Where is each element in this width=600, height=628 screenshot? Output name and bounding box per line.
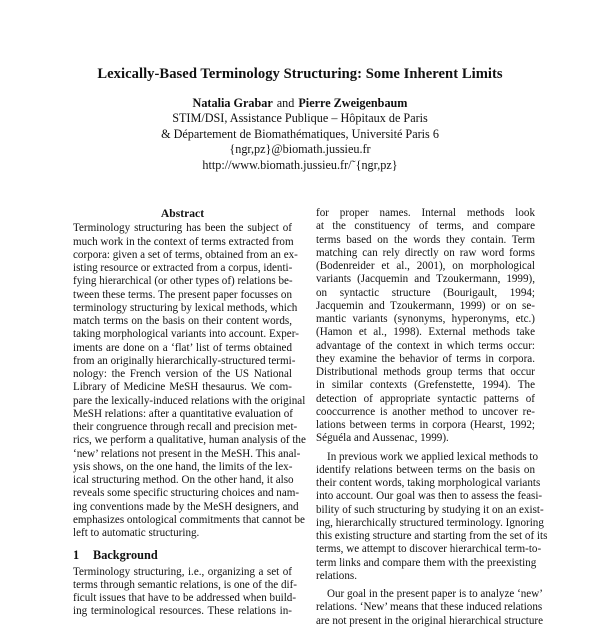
text-line: they examine the behavior of terms in corpora. <box>316 352 535 365</box>
affiliation-2: & Département de Biomathématiques, Université Paris 6 <box>161 126 439 141</box>
text-line: Séguéla and Aussenac, 1999). <box>316 432 449 445</box>
text-line: Our goal in the present paper is to analyze ‘new’ <box>327 588 543 600</box>
right-paragraph-1 <box>316 207 535 446</box>
text-line: mantic variants (synonyms, hyperonyms, etc.) <box>316 313 535 325</box>
text-line: for proper names. Internal methods look <box>316 207 535 219</box>
affiliation-1: STIM/DSI, Assistance Publique – Hôpitaux de Paris <box>172 111 428 126</box>
right-column <box>316 207 548 628</box>
paper-title: Lexically-Based Terminology Structuring: Some Inherent Limits <box>97 66 503 82</box>
author-1: Natalia Grabar <box>192 96 273 110</box>
text-line: at the constituency of terms, and compare <box>316 220 535 233</box>
text-line: emphasizes ontological commitments that cannot be <box>73 513 305 526</box>
text-line: terms, we attempt to discover hierarchical term-to- <box>316 543 542 556</box>
text-line: Library of Medicine MeSH thesaurus. We com- <box>73 381 292 394</box>
text-line: iments are done on a ‘flat’ list of terms obtained <box>73 341 292 354</box>
text-line: (Bodenreider et al., 2001), on morphological <box>316 260 535 272</box>
author-url: http://www.biomath.jussieu.fr/˜{ngr,pz} <box>202 157 398 172</box>
text-line: Jacquemin and Tzoukermann, 1999) or on se- <box>316 299 535 312</box>
text-line: (Hamon et al., 1998). External methods take <box>316 326 535 339</box>
text-line: on syntactic structure (Bourigault, 1994; <box>316 286 535 299</box>
author-block <box>0 96 600 173</box>
text-line: advantage of the context in which terms occur: <box>316 339 535 352</box>
text-line: ing conventions made by the MeSH designers, and <box>73 500 299 513</box>
section-title: Background <box>93 548 158 563</box>
text-line: tween these terms. The present paper focusses on <box>73 288 292 301</box>
text-line: term links and compare them with the preexisting <box>316 556 537 569</box>
text-line: terminology structuring by lexical methods, which <box>73 301 298 314</box>
author-2: Pierre Zweigenbaum <box>298 96 408 110</box>
text-line: in similar contexts (Grefenstette, 1994). The <box>316 379 535 392</box>
text-line: relations. <box>316 569 357 582</box>
text-line: much work in the context of terms extracted from <box>73 235 294 248</box>
text-line: bility of such structuring by studying it on an exist- <box>316 503 544 516</box>
text-line: their content words, taking morphological variants <box>316 477 541 489</box>
text-line: ical structuring method. On the other hand, it also <box>73 474 294 486</box>
text-line: Terminology structuring has been the subject of <box>73 222 292 235</box>
text-line: corpora: given a set of terms, obtained from an ex- <box>73 248 298 261</box>
text-line: this existing structure and starting from the set of its <box>316 530 548 542</box>
text-line: are not present in the original hierarchical structure <box>316 614 544 627</box>
text-line: their congruence through recall and precision met- <box>73 421 298 433</box>
text-line: ysis shows, on the one hand, the limits of the lex- <box>73 460 293 473</box>
section-heading-background <box>73 549 292 562</box>
text-line: from an originally hierarchically-structured termi- <box>73 354 296 367</box>
text-line: into account. Our goal was then to assess the feasi- <box>316 490 543 503</box>
right-paragraph-3 <box>316 588 544 628</box>
text-line: reveals some specific structuring choices and nam- <box>73 487 300 500</box>
text-line: identify relations between terms on the basis on <box>316 463 535 476</box>
text-line: ing, hierarchically structured terminology. Ignoring <box>316 516 544 529</box>
text-line: taking morphological variants into account. Exper- <box>73 328 299 341</box>
text-line: variants (Jacquemin and Tzoukermann, 1999), <box>316 273 535 286</box>
text-line: nology: the French version of the US National <box>73 368 292 380</box>
abstract-body <box>73 222 306 540</box>
text-line: terms through semantic relations, is one of the dif- <box>73 578 297 591</box>
text-line: left to automatic structuring. <box>73 527 200 539</box>
text-line: MeSH relations: after a quantitative evaluation of <box>73 407 293 420</box>
abstract-heading: Abstract <box>160 207 205 220</box>
text-line: Terminology structuring, i.e., organizing a set of <box>73 565 292 578</box>
text-line: detection of appropriate syntactic patterns of <box>316 392 535 405</box>
text-line: cooccurrence is another method to uncover re- <box>316 405 535 418</box>
text-line: Distributional methods group terms that occur <box>316 366 535 378</box>
author-conjunction: and <box>276 96 295 110</box>
text-line: matching can rely directly on raw word forms <box>316 246 535 259</box>
text-line: fying hierarchical (or other types of) relations be- <box>73 275 293 288</box>
text-line: relations. ‘New’ means that these induced relations <box>316 601 543 614</box>
left-column <box>73 207 306 619</box>
right-paragraph-2 <box>316 450 548 584</box>
text-line: rics, we perform a qualitative, human analysis of the <box>73 434 306 447</box>
author-names <box>0 96 600 111</box>
text-line: isting resource or extracted from a corpus, identi- <box>73 262 293 274</box>
author-email: {ngr,pz}@biomath.jussieu.fr <box>229 142 371 157</box>
text-line: pare the lexically-induced relations with the original <box>73 394 306 407</box>
text-line: ‘new’ relations not present in the MeSH. This anal- <box>73 447 301 460</box>
background-body <box>73 565 297 619</box>
text-line: ing terminological resources. These relations in- <box>73 605 292 618</box>
text-line: lations between terms in corpora (Hearst, 1992; <box>316 419 535 431</box>
text-line: In previous work we applied lexical methods to <box>327 450 539 463</box>
section-number: 1 <box>73 548 80 563</box>
text-line: match terms on the basis on their content words, <box>73 315 292 327</box>
text-line: ficult issues that have to be addressed when build- <box>73 592 297 604</box>
text-line: terms based on the words they contain. Term <box>316 233 535 246</box>
